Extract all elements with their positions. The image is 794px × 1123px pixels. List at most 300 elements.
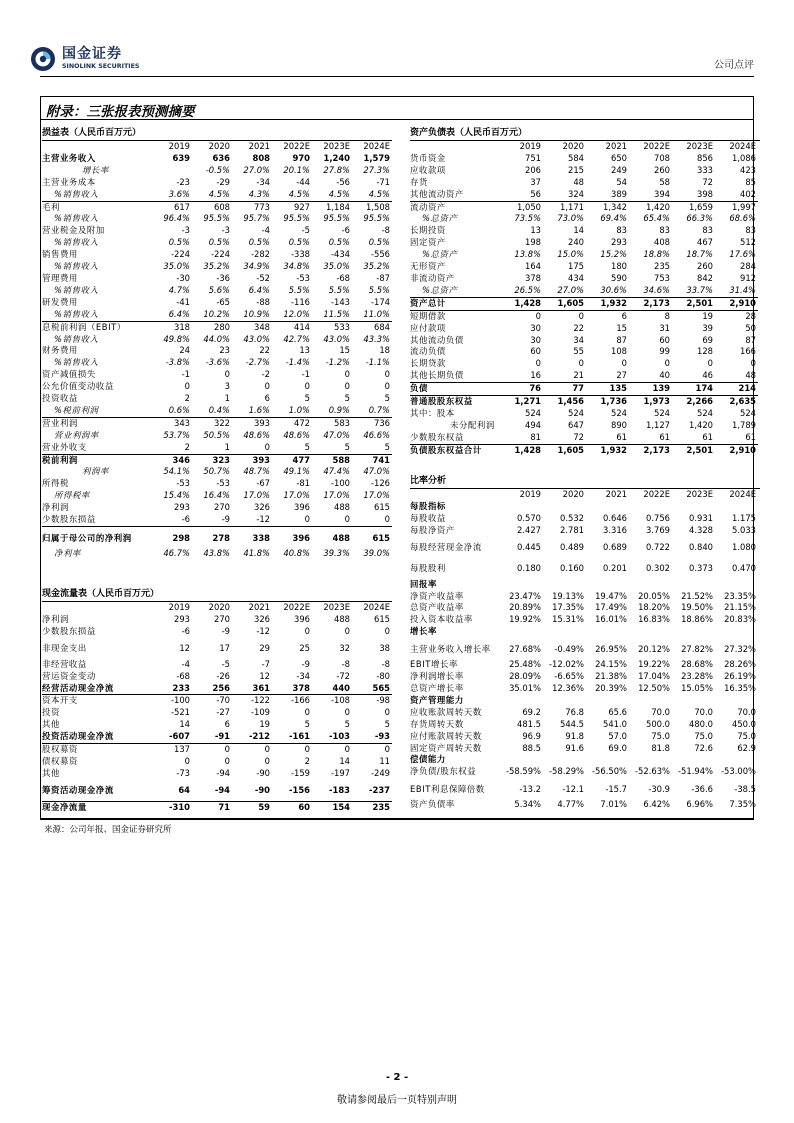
ratios-row bbox=[410, 707, 758, 719]
income-row-value: 5 bbox=[344, 393, 350, 404]
ratios-row-value: 0.646 bbox=[603, 512, 627, 523]
ratios-row-value bbox=[586, 695, 629, 707]
income-row-value: -3.8% bbox=[165, 357, 190, 368]
balance-row-value: 524 bbox=[568, 407, 584, 418]
income-row-label: 所得税 bbox=[42, 478, 69, 489]
income-row-value: 0.7% bbox=[368, 404, 390, 415]
income-row-value: 35.2% bbox=[363, 261, 390, 272]
cashflow-row-value: -9 bbox=[301, 658, 310, 669]
ratios-row bbox=[410, 766, 758, 778]
ratios-row-value: 76.8 bbox=[565, 706, 584, 717]
balance-row-value: 1,420 bbox=[689, 419, 713, 430]
income-row-value: 4.3% bbox=[248, 188, 270, 199]
balance-row-value: 40 bbox=[659, 370, 670, 381]
ratios-row-value: 0.470 bbox=[732, 563, 756, 574]
balance-row-value: 166 bbox=[740, 346, 756, 357]
cashflow-row-value: -98 bbox=[352, 695, 392, 707]
balance-row-value: 1,420 bbox=[629, 201, 672, 213]
cashflow-row-value: 137 bbox=[152, 744, 192, 756]
balance-row-value: 856 bbox=[697, 152, 713, 163]
income-row-value: 20.1% bbox=[283, 164, 310, 175]
ratios-row-value: -52.63% bbox=[635, 766, 670, 777]
income-row-value: -53 bbox=[296, 272, 310, 283]
cashflow-year: 2020 bbox=[208, 602, 230, 612]
ratios-row-label bbox=[410, 489, 500, 501]
cashflow-row-value: 0 bbox=[272, 744, 312, 756]
income-row bbox=[42, 309, 392, 321]
balance-row bbox=[410, 346, 758, 358]
income-row-value: -4 bbox=[261, 225, 270, 236]
cashflow-row-value: 488 bbox=[334, 613, 350, 624]
income-row-value: -2 bbox=[261, 369, 270, 380]
cashflow-row-value: 0 bbox=[304, 625, 310, 636]
ratios-row-value: 96.9 bbox=[522, 730, 541, 741]
balance-row bbox=[410, 237, 758, 249]
income-row-value: -56 bbox=[336, 176, 350, 187]
income-row-value: 0 bbox=[384, 514, 390, 525]
income-row-value: 10.9% bbox=[243, 308, 270, 319]
ratios-row-label: 每股净资产 bbox=[410, 524, 455, 535]
ratios-row bbox=[410, 695, 758, 707]
balance-row-label: 其他流动负债 bbox=[410, 334, 464, 345]
balance-row-value: 708 bbox=[654, 152, 670, 163]
balance-row-value: 76 bbox=[500, 383, 543, 396]
cashflow-row-value: 0 bbox=[384, 625, 390, 636]
cashflow-row-value: 326 bbox=[254, 613, 270, 624]
ratio-analysis-title: 比率分析 bbox=[410, 476, 447, 486]
income-row-value: 5.5% bbox=[328, 284, 350, 295]
income-row-value: 44.0% bbox=[203, 333, 230, 344]
cashflow-statement-rows bbox=[42, 614, 392, 814]
balance-row-value: 61 bbox=[702, 431, 713, 442]
cashflow-row-value: -12 bbox=[256, 625, 270, 636]
cashflow-row-value: 565 bbox=[372, 682, 390, 693]
cashflow-row-value: 32 bbox=[339, 643, 350, 654]
cashflow-row-value: 0 bbox=[264, 755, 270, 766]
balance-row-value: 60 bbox=[659, 334, 670, 345]
balance-row-value: 1,456 bbox=[543, 396, 586, 408]
income-row-label: %税前利润 bbox=[54, 404, 99, 415]
ratios-row-value: 19.50% bbox=[681, 602, 713, 613]
balance-row-value: 13.8% bbox=[514, 249, 541, 260]
income-row-label: %销售收入 bbox=[54, 261, 99, 272]
balance-row-value: 139 bbox=[629, 383, 672, 396]
income-row-label: 财务费用 bbox=[42, 345, 78, 356]
cashflow-row-value: 0 bbox=[304, 707, 310, 718]
income-row-value: 1,508 bbox=[352, 201, 392, 213]
cashflow-row-value: -70 bbox=[192, 695, 232, 707]
logo-chinese-text: 国金证券 bbox=[62, 46, 122, 62]
balance-row bbox=[410, 396, 758, 408]
balance-row-value: 87 bbox=[745, 334, 756, 345]
ratios-row-label: 净负债/股东权益 bbox=[410, 766, 477, 777]
cashflow-row-value: -607 bbox=[169, 731, 190, 742]
balance-row-value: 753 bbox=[654, 272, 670, 283]
balance-row-label: 流动资产 bbox=[410, 201, 500, 213]
balance-row-label: 短期借款 bbox=[410, 310, 500, 322]
balance-row-label: 无形资产 bbox=[410, 261, 446, 272]
income-row-value: 43.0% bbox=[243, 333, 270, 344]
balance-row-value: 69 bbox=[702, 334, 713, 345]
income-row-value: 533 bbox=[312, 321, 352, 333]
cashflow-row-value: -161 bbox=[289, 731, 310, 742]
balance-row-value: 28 bbox=[715, 310, 758, 322]
ratios-row-value: 19.22% bbox=[638, 659, 670, 670]
ratios-row-value bbox=[543, 501, 586, 513]
balance-row-value: 398 bbox=[697, 188, 713, 199]
ratios-row-value: 0.445 bbox=[517, 542, 541, 553]
income-row-value: 43.8% bbox=[203, 548, 230, 558]
ratios-row bbox=[410, 719, 758, 731]
income-row bbox=[42, 369, 392, 381]
cashflow-row-value: -159 bbox=[290, 767, 310, 778]
balance-row-value: 2,501 bbox=[672, 297, 715, 310]
balance-row-value: 249 bbox=[611, 164, 627, 175]
income-row-label: 少数股东损益 bbox=[42, 514, 96, 525]
balance-row-value: 34 bbox=[573, 334, 584, 345]
cashflow-row-value: -9 bbox=[221, 625, 230, 636]
income-row bbox=[42, 237, 392, 249]
ratios-row-label: 偿债能力 bbox=[410, 754, 446, 765]
cashflow-row-value: 154 bbox=[312, 801, 352, 813]
ratios-row-value: 16.83% bbox=[638, 614, 670, 625]
cashflow-row-value: 11 bbox=[379, 755, 390, 766]
income-row-value: 46.7% bbox=[163, 548, 190, 558]
cashflow-row-label: 资本开支 bbox=[42, 695, 152, 707]
balance-row bbox=[410, 261, 758, 273]
income-row-value: -34 bbox=[256, 176, 270, 187]
balance-row-value: 1,428 bbox=[500, 444, 543, 456]
income-row-value: -12 bbox=[256, 514, 270, 525]
income-year: 2019 bbox=[168, 141, 190, 151]
income-row-value: -29 bbox=[216, 176, 230, 187]
income-row-value: -87 bbox=[376, 272, 390, 283]
cashflow-row-label: 非经营收益 bbox=[42, 658, 87, 669]
income-row-value: 741 bbox=[352, 454, 392, 466]
income-row-value: 6.4% bbox=[248, 284, 270, 295]
ratios-row bbox=[410, 799, 758, 811]
income-row-value: -5 bbox=[301, 225, 310, 236]
balance-row-value: 83 bbox=[616, 225, 627, 236]
income-row-value: 927 bbox=[272, 201, 312, 213]
income-row-label: %销售收入 bbox=[54, 333, 99, 344]
income-row-label: 归属于母公司的净利润 bbox=[42, 527, 152, 549]
income-row-value: 43.0% bbox=[323, 333, 350, 344]
income-row-label: %销售收入 bbox=[54, 188, 99, 199]
balance-row-value: 2,910 bbox=[715, 297, 758, 310]
ratios-row-value: 1.175 bbox=[732, 512, 756, 523]
appendix-title: 附录：三张报表预测摘要 bbox=[46, 104, 195, 120]
income-row-value: -3 bbox=[221, 225, 230, 236]
cashflow-row-value: 64 bbox=[178, 785, 190, 796]
income-row-value: -88 bbox=[256, 296, 270, 307]
ratios-row-value: 35.01% bbox=[509, 682, 541, 693]
balance-row-value: 77 bbox=[543, 383, 586, 396]
balance-year: 2020 bbox=[562, 141, 584, 151]
ratios-row-value: 6.96% bbox=[686, 799, 713, 810]
income-row-value: 47.4% bbox=[323, 466, 350, 477]
balance-row-value: 56 bbox=[530, 188, 541, 199]
balance-row-value: 21 bbox=[573, 370, 584, 381]
income-row bbox=[42, 345, 392, 357]
ratios-row-value: 2020 bbox=[562, 489, 584, 499]
cashflow-row-value: -90 bbox=[254, 785, 270, 796]
income-row-value: 1 bbox=[224, 441, 230, 452]
cashflow-row-value: 0 bbox=[344, 625, 350, 636]
income-row-label: 净利率 bbox=[54, 548, 81, 558]
balance-row-value: 235 bbox=[654, 261, 670, 272]
balance-row-value: 1,997 bbox=[715, 201, 758, 213]
income-row-value: 95.5% bbox=[203, 213, 230, 224]
income-row-value: 0 bbox=[344, 514, 350, 525]
ratios-row-value: 23.28% bbox=[681, 671, 713, 682]
ratios-row-value: 0.160 bbox=[560, 563, 584, 574]
income-row-label: 所得税率 bbox=[54, 490, 90, 501]
income-row-value: -23 bbox=[176, 176, 190, 187]
income-row-value: 50.7% bbox=[203, 466, 230, 477]
income-row-label: 毛利 bbox=[42, 201, 152, 213]
income-row-value: 27.8% bbox=[323, 164, 350, 175]
cashflow-row bbox=[42, 780, 392, 802]
balance-year: 2021 bbox=[605, 141, 627, 151]
balance-row-value: 174 bbox=[672, 383, 715, 396]
ratios-row-value bbox=[629, 754, 672, 766]
cashflow-row-label: 非现金支出 bbox=[42, 643, 87, 654]
income-row-value: 48.6% bbox=[283, 429, 310, 440]
cashflow-row-value: 293 bbox=[174, 613, 190, 624]
balance-row-value: 27 bbox=[616, 370, 627, 381]
income-row-value: 1,579 bbox=[363, 152, 390, 163]
cashflow-row bbox=[42, 626, 392, 638]
balance-row bbox=[410, 370, 758, 382]
balance-row-label: 应收款项 bbox=[410, 164, 446, 175]
income-row-value: -3.6% bbox=[205, 357, 230, 368]
cashflow-row-value: -109 bbox=[250, 707, 270, 718]
ratios-row-value: 15.05% bbox=[681, 682, 713, 693]
income-row-value: 4.7% bbox=[168, 284, 190, 295]
income-row-value: 15.4% bbox=[163, 490, 190, 501]
balance-row bbox=[410, 444, 758, 456]
balance-year: 2019 bbox=[519, 141, 541, 151]
ratios-row-label: 应收账款周转天数 bbox=[410, 706, 482, 717]
ratios-row bbox=[410, 754, 758, 766]
balance-row-value: 1,428 bbox=[500, 297, 543, 310]
ratio-analysis-table bbox=[410, 489, 758, 811]
income-statement-table bbox=[42, 141, 392, 560]
balance-row-value: 18.8% bbox=[643, 249, 670, 260]
ratios-row-value: -53.00% bbox=[721, 766, 756, 777]
ratio-analysis-rows bbox=[410, 489, 758, 811]
ratios-row-label: 应付账款周转天数 bbox=[410, 730, 482, 741]
ratios-row bbox=[410, 638, 758, 659]
balance-year: 2022E bbox=[643, 141, 670, 151]
balance-row-value: 260 bbox=[697, 261, 713, 272]
income-row-value: 24 bbox=[179, 345, 190, 356]
income-row-value: 1,184 bbox=[312, 201, 352, 213]
income-row-value: 0.4% bbox=[208, 404, 230, 415]
income-row-value: 41.8% bbox=[243, 548, 270, 558]
ratios-row-value bbox=[629, 695, 672, 707]
cashflow-row-value: -100 bbox=[152, 695, 192, 707]
cashflow-row bbox=[42, 659, 392, 671]
balance-row-value: 65.4% bbox=[643, 213, 670, 224]
ratios-row-value: 0.489 bbox=[560, 542, 584, 553]
cashflow-row-value: -8 bbox=[341, 658, 350, 669]
cashflow-row-value: -73 bbox=[176, 767, 190, 778]
ratios-row-value: 7.35% bbox=[729, 799, 756, 810]
income-row-value: 50.5% bbox=[203, 429, 230, 440]
income-row-value: 0.5% bbox=[328, 237, 350, 248]
ratios-row-value: 17.35% bbox=[552, 602, 584, 613]
income-row-value: 95.5% bbox=[363, 213, 390, 224]
balance-row-value: 378 bbox=[525, 272, 541, 283]
income-row-value: -44 bbox=[296, 176, 310, 187]
income-row-value: 13 bbox=[299, 345, 310, 356]
ratios-row-value bbox=[672, 626, 715, 638]
cashflow-row-value: 256 bbox=[212, 682, 230, 693]
header-rule bbox=[40, 76, 754, 77]
cashflow-row-value: 0 bbox=[192, 744, 232, 756]
balance-row bbox=[410, 285, 758, 297]
income-row-value: 472 bbox=[272, 417, 312, 429]
income-row-value: 0.6% bbox=[168, 404, 190, 415]
income-row-value: 47.0% bbox=[363, 466, 390, 477]
ratios-row-value: 21.15% bbox=[724, 602, 756, 613]
document-type-label: 公司点评 bbox=[714, 60, 754, 71]
balance-row-value: 83 bbox=[702, 225, 713, 236]
balance-row bbox=[410, 201, 758, 213]
ratios-row-value: -36.6 bbox=[691, 783, 713, 794]
income-row-value: -53 bbox=[176, 478, 190, 489]
ratios-row-value: 65.6 bbox=[608, 706, 627, 717]
income-row-value: -6 bbox=[341, 225, 350, 236]
balance-row-value: 175 bbox=[568, 261, 584, 272]
balance-row bbox=[410, 358, 758, 370]
cashflow-row-value: -8 bbox=[381, 658, 390, 669]
balance-row-value: 1,605 bbox=[543, 444, 586, 456]
cashflow-row bbox=[42, 801, 392, 813]
income-row bbox=[42, 177, 392, 189]
cashflow-row-value: -90 bbox=[256, 767, 270, 778]
income-row-value: 35.0% bbox=[323, 261, 350, 272]
ratios-row-value bbox=[672, 695, 715, 707]
ratios-row-value: 26.19% bbox=[724, 671, 756, 682]
cashflow-year-header bbox=[42, 602, 392, 614]
disclaimer-note: 敬请参阅最后一页特别声明 bbox=[337, 1095, 457, 1106]
ratios-row-value: 480.0 bbox=[689, 718, 713, 729]
cashflow-row bbox=[42, 695, 392, 707]
income-row-value: 42.7% bbox=[283, 333, 310, 344]
income-row-value: 27.3% bbox=[363, 164, 390, 175]
income-row bbox=[42, 454, 392, 466]
balance-row-value: 408 bbox=[654, 237, 670, 248]
income-row-value: 35.0% bbox=[163, 261, 190, 272]
balance-row-value: 284 bbox=[740, 261, 756, 272]
cashflow-row-value: 0 bbox=[384, 707, 390, 718]
income-row bbox=[42, 357, 392, 369]
balance-row-value: 650 bbox=[611, 152, 627, 163]
income-row-value: 346 bbox=[152, 454, 192, 466]
ratios-row-value: 28.68% bbox=[681, 659, 713, 670]
balance-row bbox=[410, 420, 758, 432]
ratios-row-value: 70.0 bbox=[737, 706, 756, 717]
balance-row-label: 资产总计 bbox=[410, 297, 500, 310]
balance-row-value: 15.2% bbox=[600, 249, 627, 260]
income-row-value: 5 bbox=[384, 441, 390, 452]
ratios-row-value: 19.13% bbox=[552, 590, 584, 601]
income-row-value: 293 bbox=[174, 502, 190, 513]
income-row-value: 488 bbox=[312, 527, 352, 549]
balance-row-value: 13 bbox=[530, 225, 541, 236]
income-row-value: 23 bbox=[219, 345, 230, 356]
balance-row-value: 48 bbox=[745, 370, 756, 381]
cashflow-row-value: 14 bbox=[179, 719, 190, 730]
ratios-row-value bbox=[629, 626, 672, 638]
cashflow-row bbox=[42, 683, 392, 695]
balance-row-value: 198 bbox=[525, 237, 541, 248]
cashflow-row bbox=[42, 671, 392, 683]
income-row-value: 684 bbox=[352, 321, 392, 333]
ratios-row-value: 0.373 bbox=[689, 563, 713, 574]
cashflow-row-label: 其他 bbox=[42, 719, 60, 730]
income-row-value: 1,240 bbox=[323, 152, 350, 163]
cashflow-row-label: 少数股东损益 bbox=[42, 625, 96, 636]
balance-row-label: 其他流动资产 bbox=[410, 188, 464, 199]
income-row-value: 5.5% bbox=[288, 284, 310, 295]
ratios-row-value bbox=[543, 695, 586, 707]
cashflow-row-value: -521 bbox=[170, 707, 190, 718]
ratios-row-value: 75.0 bbox=[694, 730, 713, 741]
income-row-value: 35.2% bbox=[203, 261, 230, 272]
ratios-row-value bbox=[500, 626, 543, 638]
ratios-row-value: 0.722 bbox=[646, 542, 670, 553]
ratios-row-value: 3.316 bbox=[603, 524, 627, 535]
cashflow-row-value: 361 bbox=[252, 682, 270, 693]
balance-row-value: 19 bbox=[672, 310, 715, 322]
income-row-value: 323 bbox=[192, 454, 232, 466]
balance-row-value: 214 bbox=[715, 383, 758, 396]
income-row-value: 27.0% bbox=[243, 164, 270, 175]
ratios-row bbox=[410, 513, 758, 525]
ratios-row-value bbox=[500, 754, 543, 766]
cashflow-row-value: 0 bbox=[184, 755, 190, 766]
cashflow-row-value: -91 bbox=[214, 731, 230, 742]
income-row-value: 4.5% bbox=[208, 188, 230, 199]
income-year: 2023E bbox=[323, 141, 350, 151]
cashflow-row-value: 60 bbox=[272, 801, 312, 813]
ratios-row-value: 57.0 bbox=[608, 730, 627, 741]
ratios-row-label: 资产负债率 bbox=[410, 799, 455, 810]
balance-row-value: 206 bbox=[525, 164, 541, 175]
income-row bbox=[42, 321, 392, 333]
income-header-blank bbox=[42, 141, 152, 153]
page-number: - 2 - bbox=[385, 1072, 409, 1083]
balance-row-value: 31.4% bbox=[729, 284, 756, 295]
balance-row-value: 99 bbox=[659, 346, 670, 357]
ratios-row-value: 70.0 bbox=[651, 706, 670, 717]
income-row-value: 396 bbox=[272, 527, 312, 549]
income-row-value: 488 bbox=[334, 502, 350, 513]
cashflow-row-value: -237 bbox=[369, 785, 390, 796]
ratios-row-value bbox=[715, 695, 758, 707]
cashflow-row-value: -26 bbox=[216, 670, 230, 681]
income-row-label: 利润率 bbox=[82, 466, 109, 477]
balance-row-value: 72 bbox=[573, 431, 584, 442]
source-note: 来源：公司年报、国金证券研究所 bbox=[44, 825, 172, 835]
ratios-row-value bbox=[629, 501, 672, 513]
balance-row-label: 存货 bbox=[410, 176, 428, 187]
sinolink-logo-mark-icon bbox=[30, 46, 56, 72]
